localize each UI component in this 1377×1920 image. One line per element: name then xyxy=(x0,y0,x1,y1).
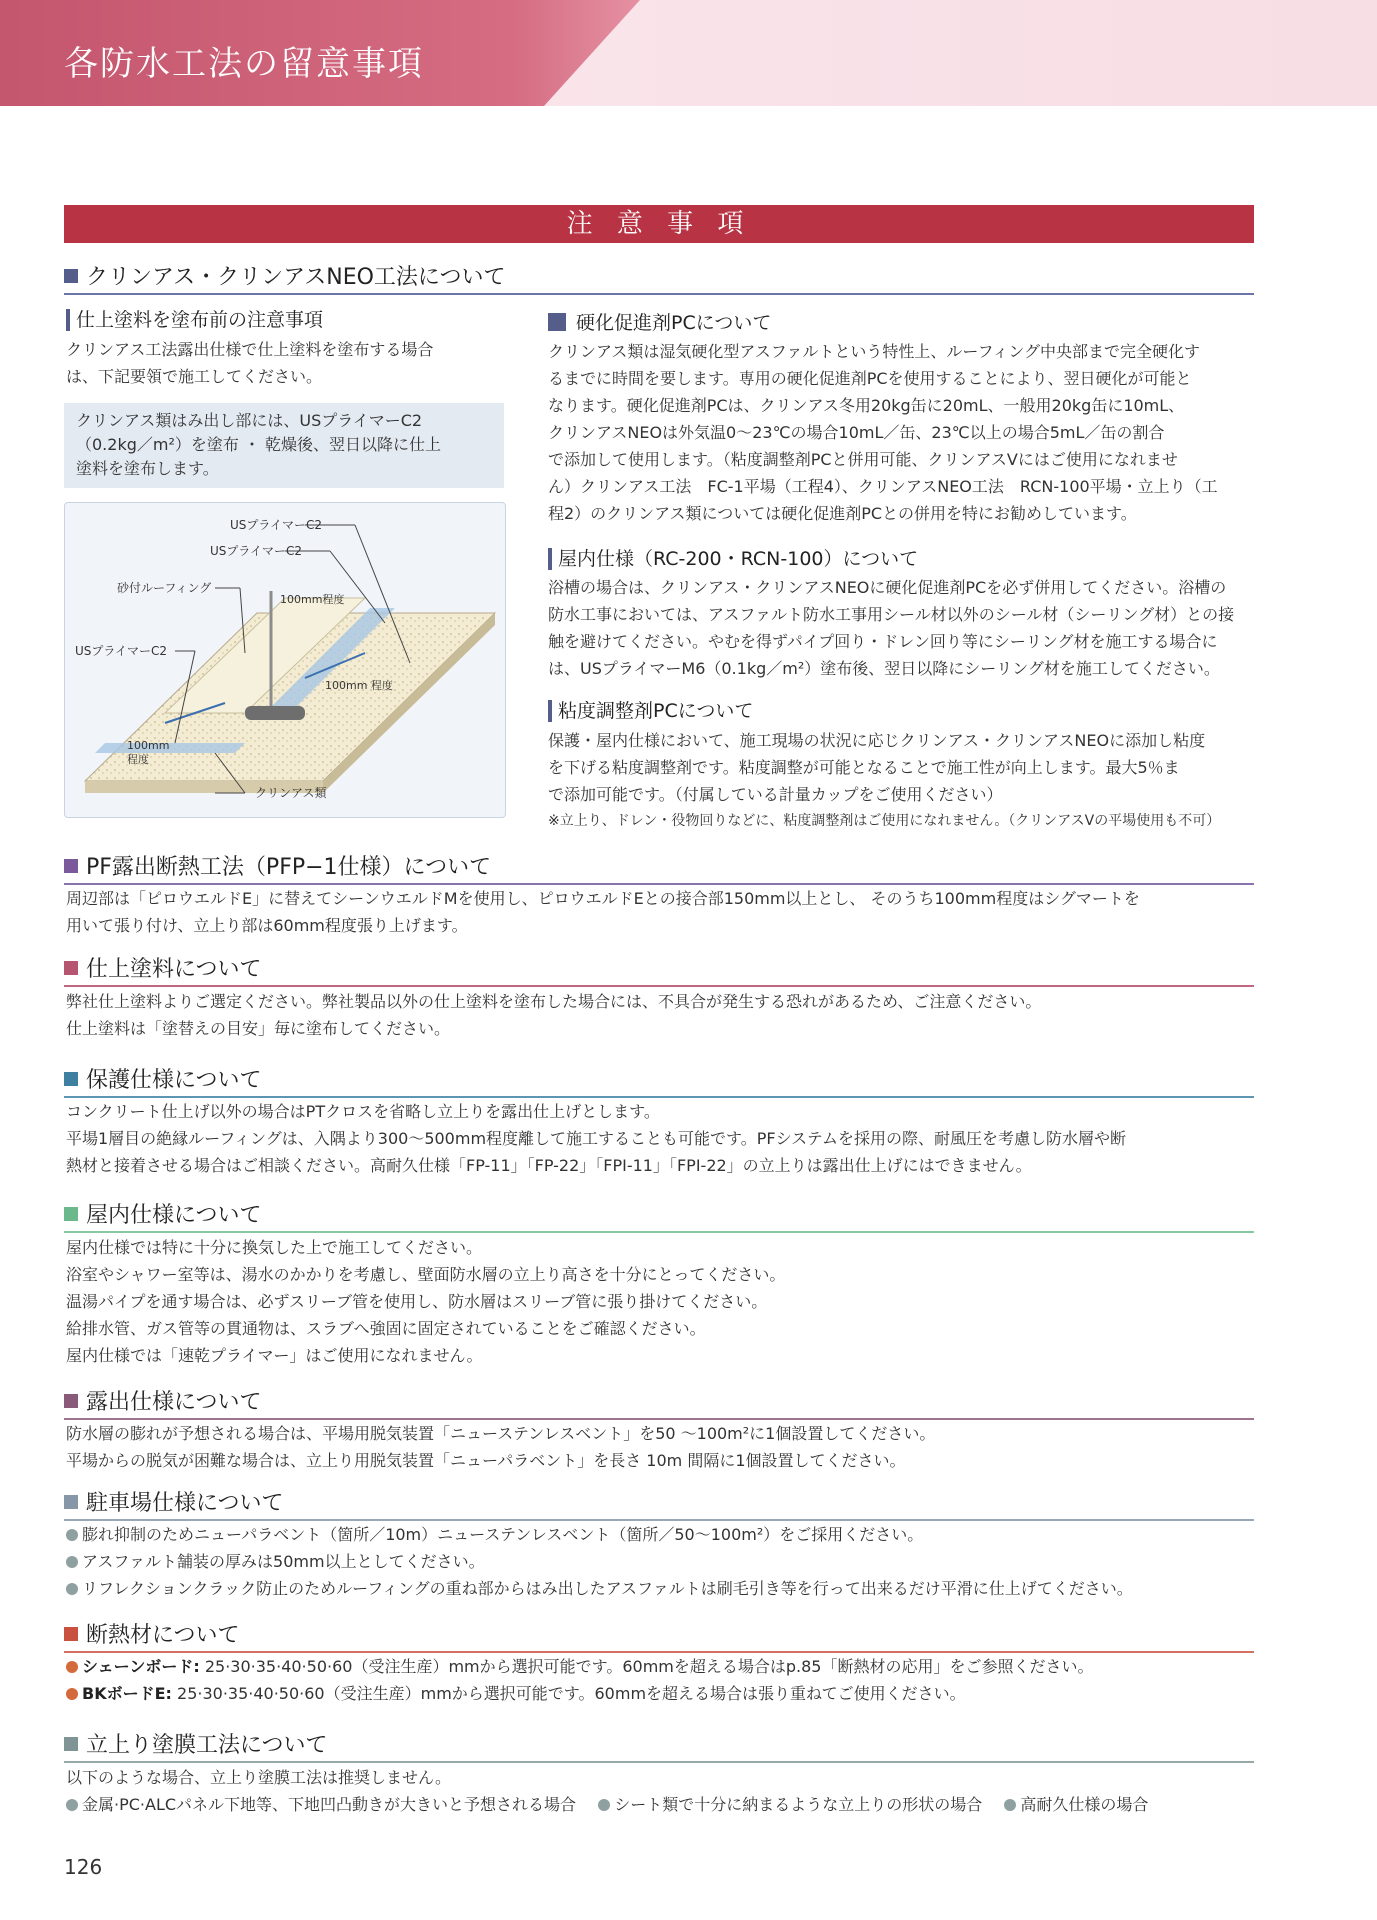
heading-square-icon xyxy=(548,313,566,331)
heading-square-icon xyxy=(64,1627,78,1641)
bullet-icon xyxy=(66,1688,78,1700)
diagram-primer-strip xyxy=(95,743,245,753)
text-line: （0.2kg／m²）を塗布 ・ 乾燥後、翌日以降に仕上 xyxy=(76,435,442,454)
bullet-icon xyxy=(66,1799,78,1811)
heading-square-icon xyxy=(64,1394,78,1408)
heading-text: クリンアス・クリンアスNEO工法について xyxy=(86,265,506,290)
text-line: コンクリート仕上げ以外の場合はPTクロスを省略し立上りを露出仕上げとします。 xyxy=(66,1102,660,1121)
label-us-primer-3: USプライマーC2 xyxy=(75,644,168,658)
coating-text xyxy=(66,1764,1256,1818)
product-name: シェーンボード: xyxy=(82,1657,200,1676)
text-line: 温湯パイプを通す場合は、必ずスリーブ管を使用し、防水層はスリーブ管に張り掛けてください。 xyxy=(66,1292,768,1311)
subhead-text: 硬化促進剤PCについて xyxy=(576,312,772,334)
label-cleanas: クリンアス類 xyxy=(255,786,327,800)
list-item-text: 25·30·35·40·50·60（受注生産）mmから選択可能です。60mmを超える場合はp.85「断熱材の応用」をご参照ください。 xyxy=(199,1657,1094,1676)
text-line: 防水層の膨れが予想される場合は、平場用脱気装置「ニューステンレスベント」を50 ～100m²に1個設置してください。 xyxy=(66,1424,936,1443)
product-name: BKボードE: xyxy=(82,1684,172,1703)
bullet-icon xyxy=(66,1661,78,1673)
parking-list xyxy=(66,1521,1256,1602)
text-line: 保護・屋内仕様において、施工現場の状況に応じクリンアス・クリンアスNEOに添加し粘度 xyxy=(548,731,1206,750)
indoor-text xyxy=(66,1234,1256,1369)
text-line: 浴槽の場合は、クリンアス・クリンアスNEOに硬化促進剤PCを必ず併用してください。浴槽の xyxy=(548,578,1227,597)
heading-text: 仕上塗料について xyxy=(86,957,262,982)
coating-list xyxy=(66,1791,1256,1818)
text-line: は、下記要領で施工してください。 xyxy=(66,367,323,386)
subhead-indoor-spec: 屋内仕様（RC-200・RCN-100）について xyxy=(548,548,918,570)
label-100mm-b: 100mm 程度 xyxy=(325,679,393,692)
label-100mm-a: 100mm程度 xyxy=(280,593,345,606)
text-line: 平場1層目の絶縁ルーフィングは、入隅より300～500mm程度離して施工することも可能です。PFシステムを採用の際、耐風圧を考慮し防水層や断 xyxy=(66,1129,1127,1148)
primer-callout xyxy=(64,403,504,488)
text-line: を下げる粘度調整剤です。粘度調整が可能となることで施工性が向上します。最大5％ま xyxy=(548,758,1180,777)
pf-text xyxy=(66,885,1256,939)
bullet-icon xyxy=(1004,1799,1016,1811)
page-title: 各防水工法の留意事項 xyxy=(64,44,424,84)
page-number: 126 xyxy=(64,1855,103,1879)
heading-square-icon xyxy=(64,859,78,873)
text-line: 仕上塗料は「塗替えの目安」毎に塗布してください。 xyxy=(66,1019,451,1038)
heading-text: 屋内仕様について xyxy=(86,1203,262,1228)
heading-text: 露出仕様について xyxy=(86,1390,262,1415)
text-line: 塗料を塗布します。 xyxy=(76,459,219,478)
heading-underline xyxy=(64,1231,1254,1233)
text-line: 防水工事においては、アスファルト防水工事用シール材以外のシール材（シーリング材）との接 xyxy=(548,605,1235,624)
label-us-primer-2: USプライマーC2 xyxy=(210,544,303,558)
diagram-svg xyxy=(65,503,505,817)
text-line: 給排水管、ガス管等の貫通物は、スラブへ強固に固定されていることをご確認ください。 xyxy=(66,1319,706,1338)
header-band xyxy=(0,0,1377,106)
note-text: ※立上り、ドレン・役物回りなどに、粘度調整剤はご使用になれません。（クリンアスVの平場使用も不可） xyxy=(548,813,1221,829)
heading-underline xyxy=(64,293,1254,295)
text-line: ん）クリンアス工法 FC-1平場（工程4）、クリンアスNEO工法 RCN-100平場・立上り（工 xyxy=(548,477,1218,496)
bullet-icon xyxy=(598,1799,610,1811)
heading-square-icon xyxy=(64,1737,78,1751)
text-line: なります。硬化促進剤PCは、クリンアス冬用20kg缶に20mL、一般用20kg缶に10mL、 xyxy=(548,396,1185,415)
list-item-text: アスファルト舗装の厚みは50mm以上としてください。 xyxy=(82,1552,485,1571)
heading-square-icon xyxy=(64,1495,78,1509)
text-line: 弊社仕上塗料よりご選定ください。弊社製品以外の仕上塗料を塗布した場合には、不具合が発生する恐れがあるため、ご注意ください。 xyxy=(66,992,1042,1011)
text-line: クリンアスNEOは外気温0～23℃の場合10mL／缶、23℃以上の場合5mL／缶の割合 xyxy=(548,423,1165,442)
subhead-hardener xyxy=(548,312,771,334)
list-item xyxy=(66,1521,1256,1548)
text-line: クリンアス類は湿気硬化型アスファルトという特性上、ルーフィング中央部まで完全硬化す xyxy=(548,342,1201,361)
hardener-text xyxy=(548,338,1258,527)
main-section-bar: 注 意 事 項 xyxy=(64,205,1254,243)
heading-square-icon xyxy=(64,1072,78,1086)
list-item-text: 高耐久仕様の場合 xyxy=(1020,1795,1149,1814)
list-item xyxy=(66,1680,1256,1707)
section-heading-finish xyxy=(64,952,1254,987)
text-line: は、USプライマーM6（0.1kg／m²）塗布後、翌日以降にシーリング材を施工してください。 xyxy=(548,659,1220,678)
list-item-text: リフレクションクラック防止のためルーフィングの重ね部からはみ出したアスファルトは刷毛引き等を行って出来るだけ平滑に仕上げてください。 xyxy=(82,1579,1133,1598)
list-item xyxy=(66,1548,1256,1575)
text-line: 熱材と接着させる場合はご相談ください。高耐久仕様「FP-11」「FP-22」「FPI-11」「FPI-22」の立上りは露出仕上げにはできません。 xyxy=(66,1156,1032,1175)
label-100mm-c: 100mm xyxy=(127,739,170,752)
diagram-roller xyxy=(245,706,305,720)
text-line: 平場からの脱気が困難な場合は、立上り用脱気装置「ニューパラベント」を長さ 10m 間隔に1個設置してください。 xyxy=(66,1451,906,1470)
text-line: 屋内仕様では「速乾プライマー」はご使用になれません。 xyxy=(66,1346,483,1365)
heading-text: 駐車場仕様について xyxy=(86,1491,284,1516)
section-heading-coating xyxy=(64,1728,1254,1763)
label-us-primer-1: USプライマーC2 xyxy=(230,518,323,532)
text-line: クリンアス類はみ出し部には、USプライマーC2 xyxy=(76,411,423,430)
list-item-text: 25·30·35·40·50·60（受注生産）mmから選択可能です。60mmを超える場合は張り重ねてご使用ください。 xyxy=(171,1684,966,1703)
section-heading-exposed xyxy=(64,1385,1254,1420)
heading-text: PF露出断熱工法（PFP−1仕様）について xyxy=(86,855,492,880)
section-heading-indoor xyxy=(64,1198,1254,1233)
text-line: 周辺部は「ピロウエルドE」に替えてシーンウエルドMを使用し、ピロウエルドEとの接合部150mm以上とし、 そのうち100mm程度はシグマートを xyxy=(66,889,1140,908)
subhead-viscosity: 粘度調整剤PCについて xyxy=(548,700,753,722)
bullet-icon xyxy=(66,1556,78,1568)
heading-text: 立上り塗膜工法について xyxy=(86,1733,328,1758)
list-item xyxy=(66,1653,1256,1680)
subhead-prefinish: 仕上塗料を塗布前の注意事項 xyxy=(66,309,323,331)
text-line: で添加可能です。（付属している計量カップをご使用ください） xyxy=(548,785,1003,804)
heading-square-icon xyxy=(64,961,78,975)
label-sand-roofing: 砂付ルーフィング xyxy=(117,581,212,595)
section-heading-protect xyxy=(64,1063,1254,1098)
list-item xyxy=(66,1575,1256,1602)
text-line: クリンアス工法露出仕様で仕上塗料を塗布する場合 xyxy=(66,340,434,359)
section-heading-cleanas xyxy=(64,260,1254,295)
heading-text: 保護仕様について xyxy=(86,1068,262,1093)
indoor-spec-text xyxy=(548,574,1258,682)
section-heading-pf xyxy=(64,850,1254,885)
protect-text xyxy=(66,1098,1256,1179)
heading-underline xyxy=(64,985,1254,987)
finish-text xyxy=(66,988,1256,1042)
text-line: 程2）のクリンアス類については硬化促進剤PCとの併用を特にお勧めしています。 xyxy=(548,504,1137,523)
text-line: るまでに時間を要します。専用の硬化促進剤PCを使用することにより、翌日硬化が可能と xyxy=(548,369,1192,388)
heading-square-icon xyxy=(64,1207,78,1221)
text-line: 触を避けてください。やむを得ずパイプ回り・ドレン回り等にシーリング材を施工する場合に xyxy=(548,632,1218,651)
bullet-icon xyxy=(66,1583,78,1595)
section-heading-parking xyxy=(64,1486,1254,1521)
prefinish-text xyxy=(66,336,516,390)
text-line: 以下のような場合、立上り塗膜工法は推奨しません。 xyxy=(66,1768,451,1787)
section-heading-insulation xyxy=(64,1618,1254,1653)
label-100mm-c-unit: 程度 xyxy=(127,753,149,766)
heading-underline xyxy=(64,1761,1254,1763)
list-item-text: シート類で十分に納まるような立上りの形状の場合 xyxy=(614,1795,983,1814)
insulation-list xyxy=(66,1653,1256,1707)
viscosity-text xyxy=(548,727,1258,835)
list-item-text: 金属·PC·ALCパネル下地等、下地凹凸動きが大きいと予想される場合 xyxy=(82,1795,577,1814)
text-line: 浴室やシャワー室等は、湯水のかかりを考慮し、壁面防水層の立上り高さを十分にとってください。 xyxy=(66,1265,786,1284)
heading-text: 断熱材について xyxy=(86,1623,240,1648)
list-item-text: 膨れ抑制のためニューパラベント（箇所／10m）ニューステンレスベント（箇所／50～100m²）をご採用ください。 xyxy=(82,1525,924,1544)
heading-square-icon xyxy=(64,269,78,283)
text-line: 用いて張り付け、立上り部は60mm程度張り上げます。 xyxy=(66,916,468,935)
text-line: で添加して使用します。（粘度調整剤PCと併用可能、クリンアスVにはご使用になれませ xyxy=(548,450,1178,469)
exposed-text xyxy=(66,1420,1256,1474)
bullet-icon xyxy=(66,1529,78,1541)
text-line: 屋内仕様では特に十分に換気した上で施工してください。 xyxy=(66,1238,483,1257)
primer-diagram xyxy=(64,502,506,818)
